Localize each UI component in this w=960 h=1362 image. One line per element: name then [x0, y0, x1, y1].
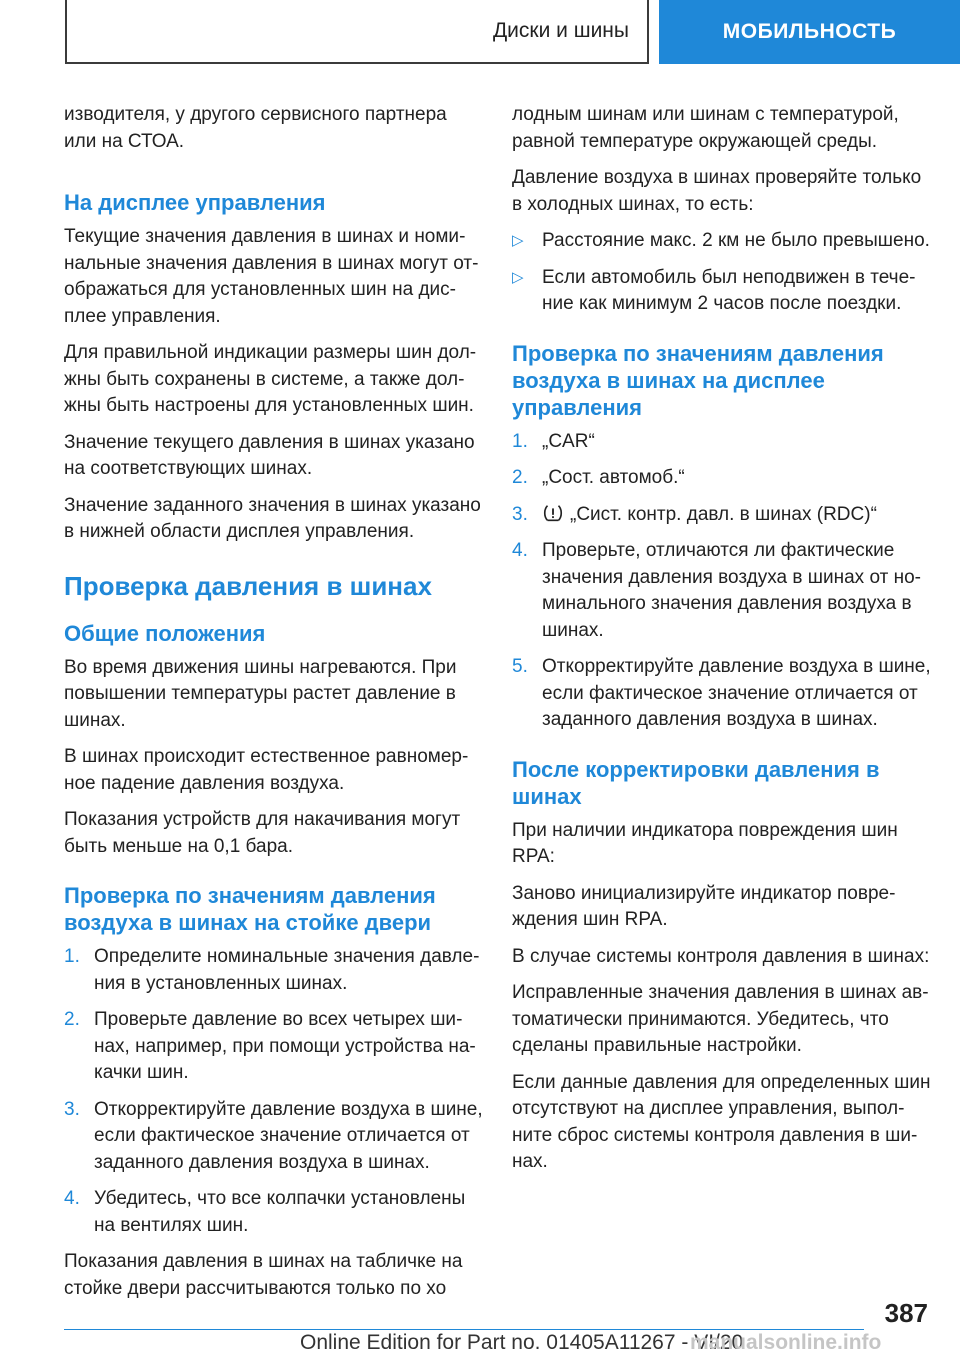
cold-tire-conditions: [512, 228, 932, 318]
list-item: [512, 538, 932, 644]
paragraph: Значение текущего давления в шинах указано на соответствующих шинах.: [64, 431, 475, 479]
bullet-triangle-icon: ▷: [512, 268, 524, 286]
list-item: [64, 1186, 484, 1239]
paragraph: Текущие значения давления в шинах и номинальные значения давления в шинах могут отображаться для установленных шин на дисплее управления.: [64, 226, 479, 327]
list-item: [512, 429, 932, 456]
right-column: [512, 102, 932, 1186]
bullet-triangle-icon: ▷: [512, 232, 524, 249]
list-item: [512, 265, 932, 318]
step-number: 4.: [512, 540, 528, 561]
step-text: Проверьте давление во всех четырех шинах, например, при помощи устройства накачки шин.: [94, 1009, 476, 1083]
step-text: „Сист. контр. давл. в шинах (RDC)“: [570, 503, 877, 525]
step-number: 4.: [64, 1188, 80, 1209]
paragraph: Исправленные значения давления в шинах автоматически принимаются. Убедитесь, что сделаны правильные настройки.: [512, 982, 929, 1056]
left-column: [64, 102, 484, 1312]
intro-paragraph: изводителя, у другого сервисного партнера или на СТОА.: [64, 104, 447, 152]
heading-tire-pressure-check: Проверка давления в шинах: [64, 570, 432, 601]
paragraph: Показания давления в шинах на табличке на стойке двери рассчитываются только по хо: [64, 1251, 463, 1299]
list-item: [512, 228, 932, 255]
footer-divider: [64, 1329, 864, 1330]
heading-general: Общие положения: [64, 620, 266, 646]
chapter-title: МОБИЛЬНОСТЬ: [722, 20, 897, 43]
step-text: „Сост. автомоб.“: [542, 467, 685, 488]
list-item: [512, 465, 932, 492]
step-number: 1.: [512, 430, 528, 452]
list-item: [64, 944, 484, 997]
list-item: [64, 1007, 484, 1087]
paragraph: При наличии индикатора повреждения шин RPA:: [512, 819, 898, 867]
heading-door-pillar-check: Проверка по значениям давления воздуха в шинах на стойке двери: [64, 883, 436, 935]
step-number: 2.: [512, 467, 528, 488]
list-item: [64, 1097, 484, 1177]
paragraph: Во время движения шины нагреваются. При повышении температуры растет давление в шинах.: [64, 656, 457, 731]
step-number: 3.: [64, 1098, 80, 1120]
step-text: Определите номинальные значения давления в установленных шинах.: [94, 946, 480, 994]
control-display-steps: [512, 429, 932, 734]
section-title: Диски и шины: [492, 19, 629, 42]
paragraph: лодным шинам или шинам с температурой, равной температуре окружающей среды.: [512, 104, 899, 152]
step-text: Откорректируйте давление воздуха в шине, если фактическое значение отличается от заданного давления воздуха в шинах.: [94, 1098, 483, 1173]
paragraph: Показания устройств для накачивания могут быть меньше на 0,1 бара.: [64, 809, 461, 857]
tire-pressure-warning-icon: [542, 502, 564, 524]
heading-on-display: На дисплее управления: [64, 190, 326, 215]
footer-edition-text: Online Edition for Part no. 01405A11267 - VI/20: [300, 1331, 744, 1354]
paragraph: Давление воздуха в шинах проверяйте только в холодных шинах, то есть:: [512, 167, 922, 215]
step-number: 2.: [64, 1009, 80, 1030]
watermark-text: manualsonline.info: [690, 1331, 882, 1354]
paragraph: В случае системы контроля давления в шинах:: [512, 945, 930, 967]
door-check-steps: [64, 944, 484, 1239]
page-number: 387: [884, 1298, 928, 1328]
bullet-text: Если автомобиль был неподвижен в течение как минимум 2 часов после поездки.: [542, 266, 916, 314]
paragraph: Если данные давления для определенных шин отсутствуют на дисплее управления, выполните сброс системы контроля давления в шинах.: [512, 1071, 931, 1172]
list-item: [512, 502, 932, 529]
heading-control-display-check: Проверка по значениям давления воздуха в шинах на дисплее управления: [512, 340, 884, 420]
step-number: 1.: [64, 946, 80, 967]
step-text: Убедитесь, что все колпачки установлены на вентилях шин.: [94, 1188, 466, 1236]
step-text: Проверьте, отличаются ли фактические значения давления воздуха в шинах от номинального значения давления воздуха в шинах.: [542, 540, 921, 641]
step-number: 5.: [512, 656, 528, 677]
header-section-title: [65, 0, 649, 64]
paragraph: Для правильной индикации размеры шин должны быть сохранены в системе, а также должны быть настроены для установленных шин.: [64, 342, 477, 416]
paragraph: Значение заданного значения в шинах указано в нижней области дисплея управления.: [64, 494, 481, 542]
step-text: „CAR“: [542, 430, 595, 452]
paragraph: Заново инициализируйте индикатор повреждения шин RPA.: [512, 882, 896, 930]
step-number: 3.: [512, 503, 528, 525]
list-item: [512, 654, 932, 734]
header-chapter-tab: [659, 0, 960, 64]
heading-after-correction: После корректировки давления в шинах: [512, 756, 880, 809]
step-text: Откорректируйте давление воздуха в шине, если фактическое значение отличается от заданного давления воздуха в шинах.: [542, 656, 931, 730]
bullet-text: Расстояние макс. 2 км не было превышено.: [542, 230, 930, 251]
paragraph: В шинах происходит естественное равномерное падение давления воздуха.: [64, 746, 469, 794]
